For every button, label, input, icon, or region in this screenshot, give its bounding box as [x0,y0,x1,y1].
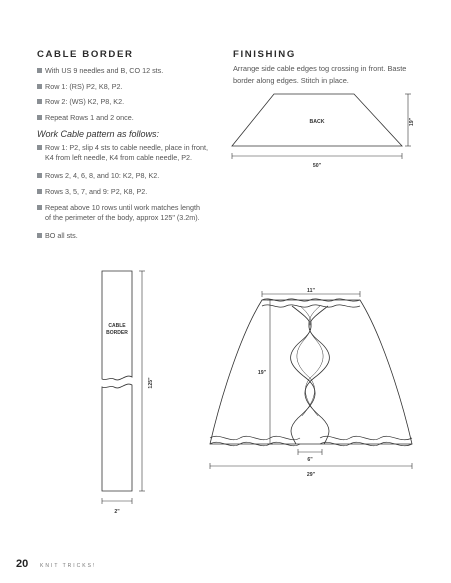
item-text-continued: of the perimeter of the body, approx 125" (3.2m). [45,213,200,222]
page-number: 20 [16,558,29,570]
item-text: Row 1: (RS) P2, K8, P2. [45,82,123,91]
item-text-continued: K4 from left needle, K4 from cable needle, P2. [45,153,193,162]
cable-pattern-subheading: Work Cable pattern as follows: [37,129,160,139]
body-diagram [200,282,430,482]
bullet-square-icon [37,205,42,210]
item-text: Rows 3, 5, 7, and 9: P2, K8, P2. [45,187,148,196]
pattern-item [37,171,159,181]
back-diagram [228,90,418,180]
bottom-cable-band-left [210,436,300,439]
border-label-line1: CABLE [108,323,126,329]
item-text: Row 1: P2, slip 4 sts to cable needle, place in front, [45,143,209,152]
body-bottom-label: 29" [306,472,316,478]
bullet-square-icon [37,145,42,150]
body-inner-label: 6" [307,457,313,463]
body-height-label: 19" [257,370,267,376]
border-strip-bottom [102,384,132,491]
pattern-item [37,231,78,241]
center-cable-inner [305,306,323,416]
item-text: With US 9 needles and B, CO 12 sts. [45,66,164,75]
item-text: BO all sts. [45,231,78,240]
bottom-cable-band-right [320,436,412,439]
pattern-item [37,203,200,223]
back-label: BACK [309,119,325,125]
bullet-square-icon [37,189,42,194]
back-height-label: 19" [409,117,415,127]
body-top-label: 11" [307,288,315,294]
item-text: Repeat above 10 rows until work matches length [45,203,201,212]
pattern-item [37,143,208,163]
bullet-square-icon [37,173,42,178]
center-cable-inner [297,306,315,416]
back-width-label: 50" [312,163,322,169]
book-title-folio: KNIT TRICKS! [40,563,97,569]
top-cable-band [262,305,360,307]
finishing-line: Arrange side cable edges tog crossing in front. Baste [233,64,407,73]
cable-border-item [37,82,123,92]
border-length-label: 125" [148,377,154,389]
finishing-heading: FINISHING [233,49,296,60]
pattern-item [37,187,147,197]
border-label-line2: BORDER [106,330,128,336]
bullet-square-icon [37,99,42,104]
cable-border-item [37,113,134,123]
bullet-square-icon [37,115,42,120]
border-width-label: 2" [114,509,120,515]
bullet-square-icon [37,233,42,238]
item-text: Rows 2, 4, 6, 8, and 10: K2, P8, K2. [45,171,160,180]
bullet-square-icon [37,84,42,89]
finishing-line: border along edges. Stitch in place. [233,75,349,85]
cable-border-heading: CABLE BORDER [37,49,134,60]
bullet-square-icon [37,68,42,73]
border-strip-diagram [90,265,170,525]
cable-border-item [37,97,124,107]
item-text: Repeat Rows 1 and 2 once. [45,113,134,122]
cable-border-item [37,66,163,76]
center-cable-strand [305,306,329,444]
finishing-text [233,63,433,86]
item-text: Row 2: (WS) K2, P8, K2. [45,97,125,106]
center-cable-strand [291,306,315,444]
